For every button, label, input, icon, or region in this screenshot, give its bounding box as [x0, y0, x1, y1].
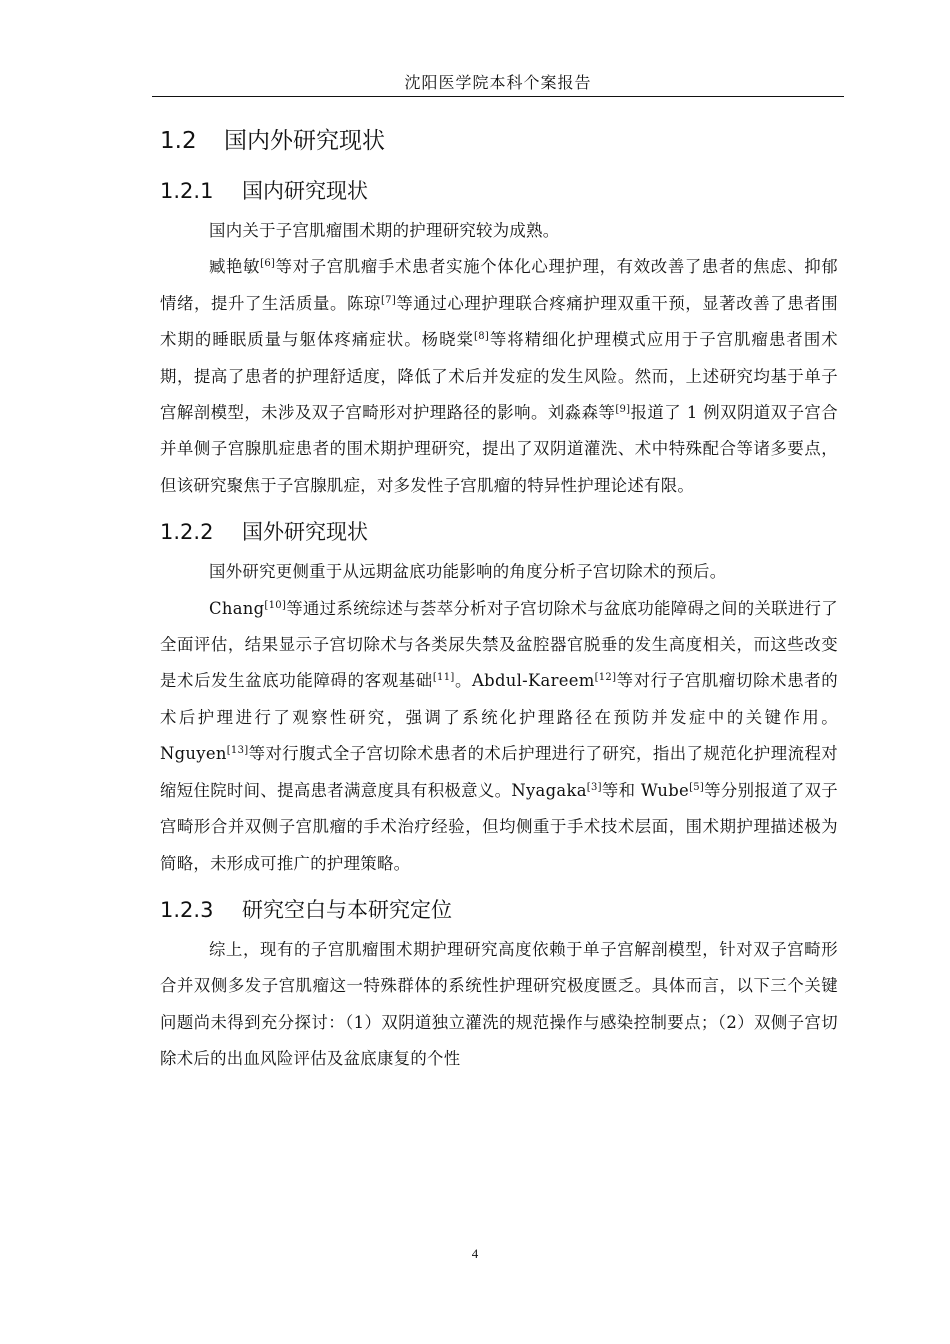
paragraph: 国外研究更侧重于从远期盆底功能影响的角度分析子宫切除术的预后。: [209, 562, 727, 582]
citation-ref: [6]: [260, 258, 276, 270]
subsection-title: 研究空白与本研究定位: [242, 897, 452, 922]
citation-ref: [8]: [474, 331, 490, 343]
section-title: 国内外研究现状: [224, 128, 385, 154]
paragraph: 国内关于子宫肌瘤围术期的护理研究较为成熟。: [209, 221, 560, 240]
subsection-heading-domestic: [160, 175, 838, 207]
paragraph: 臧艳敏[6]等对子宫肌瘤手术患者实施个体化心理护理，有效改善了患者的焦虑、抑郁情绪，提升了生活质量。陈琼[7]等通过心理护理联合疼痛护理双重干预，显著改善了患者围术期的睡眠质量与躯体疼痛症状。杨晓棠[8]等将精细化护理模式应用于子宫肌瘤患者围术期，提高了患者的护理舒适度，降低了术后并发症的发生风险。然而，上述研究均基于单子宫解剖模型，未涉及双子宫畸形对护理路径的影响。刘淼森等[9]报道了 1 例双阴道双子宫合并单侧子宫腺肌症患者的围术期护理研究，提出了双阴道灌洗、术中特殊配合等诸多要点，但该研究聚焦于子宫腺肌症，对多发性子宫肌瘤的特异性护理论述有限。: [160, 257, 838, 495]
citation-ref: [9]: [615, 404, 631, 416]
subsection-title: 国外研究现状: [242, 520, 368, 545]
paragraph: Chang[10]等通过系统综述与荟萃分析对子宫切除术与盆底功能障碍之间的关联进行了全面评估，结果显示子宫切除术与各类尿失禁及盆腔器官脱垂的发生高度相关，而这些改变是术后发生盆底功能障碍的客观基础[11]。Abdul-Kareem[12]等对行子宫肌瘤切除术患者的术后护理进行了观察性研究，强调了系统化护理路径在预防并发症中的关键作用。Nguyen[13]等对行腹式全子宫切除术患者的术后护理进行了研究，指出了规范化护理流程对缩短住院时间、提高患者满意度具有积极意义。Nyagaka[3]等和 Wube[5]等分别报道了双子宫畸形合并双侧子宫肌瘤的手术治疗经验，但均侧重于手术技术层面，围术期护理描述极为简略，未形成可推广的护理策略。: [160, 598, 838, 873]
citation-ref: [5]: [689, 781, 705, 793]
section-number: 1.2: [160, 128, 197, 154]
citation-ref: [11]: [432, 672, 455, 684]
citation-ref: [7]: [380, 294, 397, 306]
citation-ref: [13]: [226, 745, 249, 757]
subsection-heading-foreign: [160, 516, 838, 548]
subsection-heading-gap: [160, 894, 838, 926]
subsection-number: 1.2.2: [160, 520, 214, 545]
citation-ref: [10]: [264, 599, 287, 611]
header-rule: [152, 96, 844, 97]
subsection-title: 国内研究现状: [242, 179, 368, 203]
section-heading: [160, 124, 838, 158]
citation-ref: [3]: [586, 781, 602, 793]
running-header: 沈阳医学院本科个案报告: [404, 73, 592, 92]
page-content: [160, 118, 838, 1078]
page-number: 4: [471, 1246, 479, 1261]
subsection-number: 1.2.1: [160, 179, 214, 203]
citation-ref: [12]: [594, 672, 617, 684]
paragraph: 综上，现有的子宫肌瘤围术期护理研究高度依赖于单子宫解剖模型，针对双子宫畸形合并双侧多发子宫肌瘤这一特殊群体的系统性护理研究极度匮乏。具体而言，以下三个关键问题尚未得到充分探讨：（1）双阴道独立灌洗的规范操作与感染控制要点；（2）双侧子宫切除术后的出血风险评估及盆底康复的个性: [160, 939, 838, 1069]
subsection-number: 1.2.3: [160, 897, 214, 922]
